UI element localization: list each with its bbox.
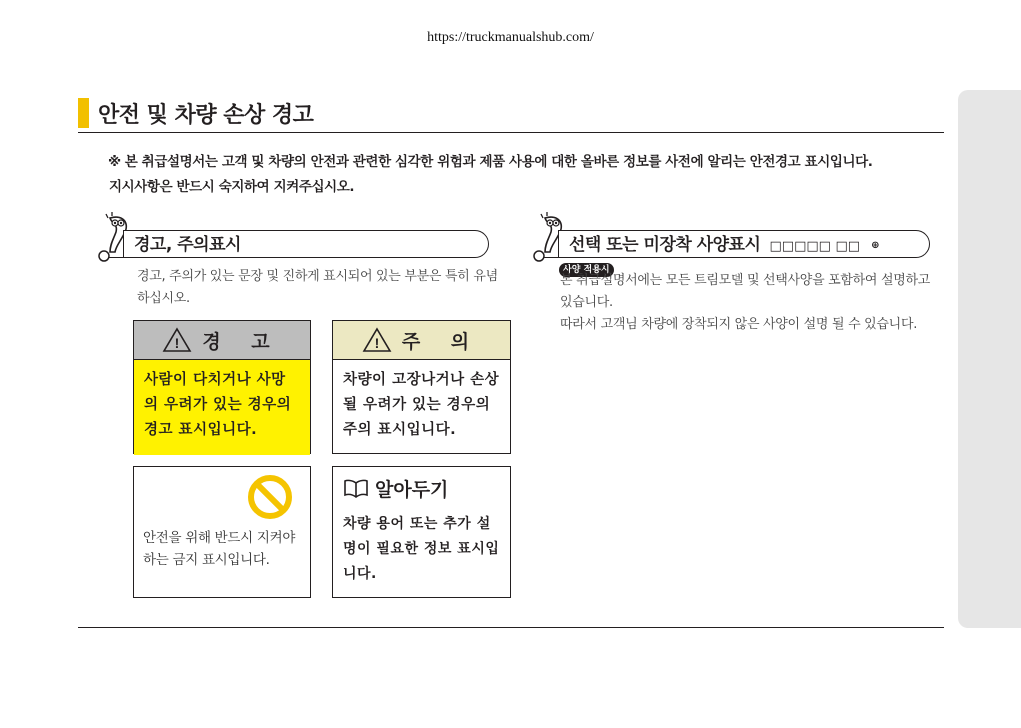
notice-mark: ※: [108, 154, 121, 170]
left-heading-pill: [123, 230, 489, 258]
caution-box-header: [333, 321, 510, 360]
right-description-2: 따라서 고객님 차량에 장착되지 않은 사양이 설명 될 수 있습니다.: [560, 317, 918, 332]
caution-box-title: 주 의: [401, 330, 482, 353]
right-heading-pill: [558, 230, 930, 275]
svg-text:!: !: [374, 335, 380, 351]
prohibit-box: [133, 466, 311, 598]
caution-triangle-icon: [362, 327, 392, 353]
right-description-1: 본 취급설명서에는 모든 트림모델 및 선택사양을 포함하여 설명하고 있습니다.: [560, 273, 931, 310]
info-box: [332, 466, 511, 598]
notice-line-1: 본 취급설명서는 고객 및 차량의 안전과 관련한 심각한 위험과 제품 사용에 대한 올바른 정보를 사전에 알리는 안전경고 표시입니다.: [124, 154, 873, 170]
svg-text:!: !: [174, 335, 180, 351]
source-url[interactable]: https://truckmanualshub.com/: [427, 30, 594, 45]
caution-box: [332, 320, 511, 454]
notice-line-2: 지시사항은 반드시 숙지하여 지켜주십시오.: [109, 179, 355, 195]
left-heading-underline: [108, 257, 128, 258]
right-heading: 선택 또는 미장착 사양표시: [569, 235, 761, 255]
caution-box-body: 차량이 고장나거나 손상될 우려가 있는 경우의 주의 표시입니다.: [343, 372, 500, 438]
badge-plus-icon: ⊕: [871, 240, 880, 251]
notice-text: [108, 150, 938, 200]
right-description: [560, 270, 944, 336]
prohibit-icon: [246, 473, 294, 521]
info-box-body: 차량 용어 또는 추가 설명이 필요한 정보 표시입니다.: [343, 516, 500, 582]
info-box-header: [333, 467, 510, 502]
warning-box: [133, 320, 311, 454]
warning-triangle-icon: [162, 327, 192, 353]
warning-box-body: 사람이 다치거나 사망의 우려가 있는 경우의 경고 표시입니다.: [134, 360, 310, 455]
page-title: 안전 및 차량 손상 경고: [98, 103, 314, 128]
book-icon: [343, 479, 369, 499]
right-heading-suffix: □□□□□ □□: [769, 239, 861, 254]
info-box-title: 알아두기: [375, 479, 449, 501]
title-divider: [78, 132, 944, 133]
left-heading: 경고, 주의표시: [134, 235, 241, 255]
prohibit-box-body: 안전을 위해 반드시 지켜야 하는 금지 표시입니다.: [143, 530, 296, 568]
side-tab: [958, 90, 1021, 628]
footer-divider: [78, 627, 944, 628]
spec-badge: 사양 적용시: [559, 263, 614, 277]
warning-box-title: 경 고: [202, 330, 282, 353]
title-accent-bar: [78, 98, 89, 128]
left-description: 경고, 주의가 있는 문장 및 진하게 표시되어 있는 부분은 특히 유념하십시오.: [137, 269, 498, 306]
warning-box-header: [134, 321, 310, 360]
right-heading-underline: [543, 257, 563, 258]
